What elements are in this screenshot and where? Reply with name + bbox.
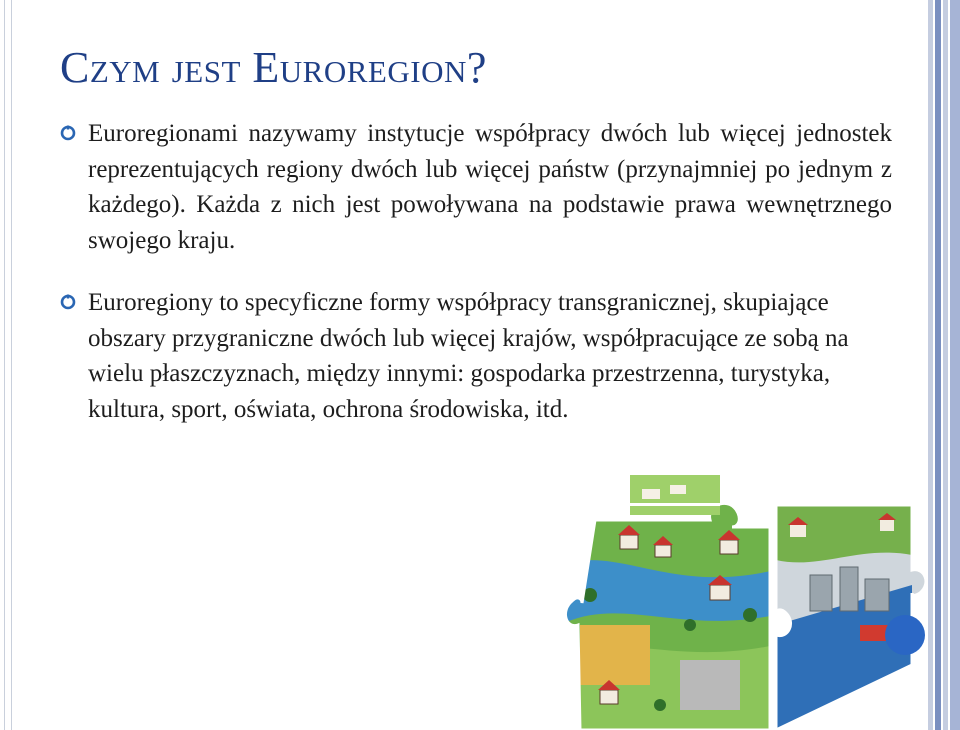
slide-title: Czym jest Euroregion? <box>60 43 487 92</box>
bullet-text: Euroregiony to specyficzne formy współpracy transgranicznej, skupiające obszary przygraniczne dwóch lub więcej krajów, współpracujące ze sobą na wielu płaszczyznach, między innymi: gospodarka przestrzenna, turystyka, kultura, sport, oświata, ochrona środowiska, itd. <box>88 289 849 423</box>
jigsaw-puzzle-illustration <box>560 475 930 730</box>
right-decorative-stripes <box>928 0 960 730</box>
bullet-list <box>60 116 892 427</box>
ring-bullet-icon <box>60 125 76 141</box>
bullet-item <box>60 285 892 427</box>
puzzle-piece-top <box>630 475 720 515</box>
bullet-item <box>60 116 892 258</box>
left-decorative-strip <box>0 0 22 730</box>
bullet-text: Euroregionami nazywamy instytucje współpracy dwóch lub więcej jednostek reprezentujących regiony dwóch lub więcej państw (przynajmniej po jednym z każdego). Każda z nich jest powoływana na podstawie prawa wewnętrznego swojego kraju. <box>88 120 892 254</box>
puzzle-blue-knob <box>885 615 925 655</box>
ring-bullet-icon <box>60 294 76 310</box>
